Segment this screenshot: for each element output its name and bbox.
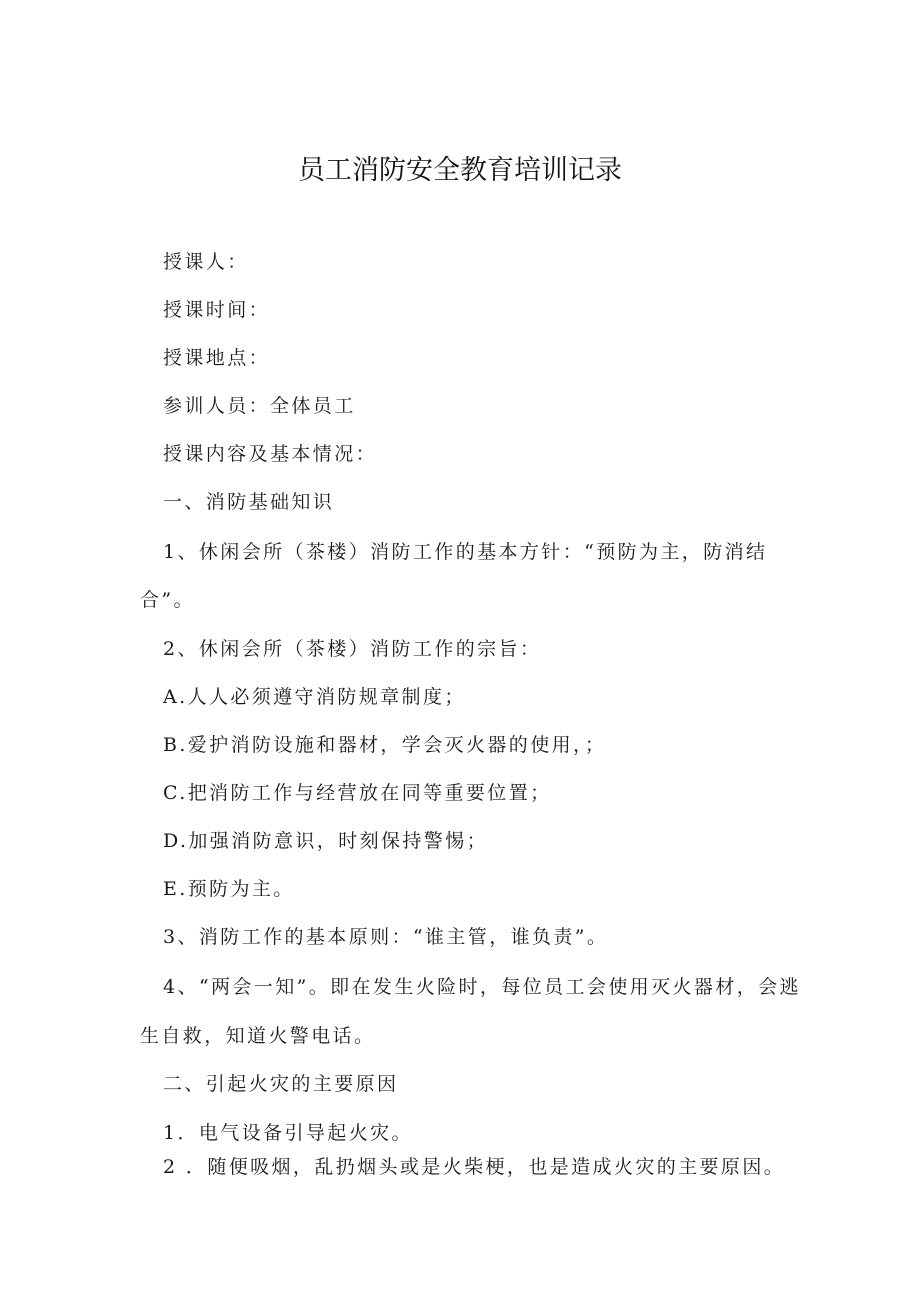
document-title: 员工消防安全教育培训记录 (298, 155, 622, 186)
list-item: 2 ．随便吸烟，乱扔烟头或是火柴梗，也是造成火灾的主要原因。 (163, 1156, 786, 1178)
paragraph-line: 合”。 (140, 589, 195, 611)
section-heading-2: 二、引起火灾的主要原因 (163, 1073, 399, 1095)
paragraph-line: 2、休闲会所（茶楼）消防工作的宗旨： (163, 638, 542, 660)
section-heading-1: 一、消防基础知识 (163, 491, 335, 513)
list-item: D.加强消防意识，时刻保持警惕； (163, 830, 488, 852)
paragraph-line: 3、消防工作的基本原则：“谁主管，谁负责”。 (163, 926, 609, 948)
list-item: 1．电气设备引导起火灾。 (163, 1122, 413, 1144)
list-item: C.把消防工作与经营放在同等重要位置； (163, 782, 552, 804)
paragraph-line: 1、休闲会所（茶楼）消防工作的基本方针：“预防为主，防消结 (163, 541, 768, 563)
lecturer-field: 授课人： (163, 251, 249, 273)
paragraph-line: 4、“两会一知”。即在发生火险时，每位员工会使用灭火器材，会逃 (163, 976, 801, 998)
participants-field: 参训人员：全体员工 (163, 395, 356, 417)
list-item: E.预防为主。 (163, 878, 295, 900)
list-item: A.人人必须遵守消防规章制度； (163, 686, 466, 708)
content-heading: 授课内容及基本情况： (163, 443, 378, 465)
lecture-time-field: 授课时间： (163, 299, 271, 321)
lecture-location-field: 授课地点： (163, 347, 271, 369)
paragraph-line: 生自救，知道火警电话。 (140, 1025, 376, 1047)
list-item: B.爱护消防设施和器材，学会灭火器的使用，； (163, 734, 607, 756)
